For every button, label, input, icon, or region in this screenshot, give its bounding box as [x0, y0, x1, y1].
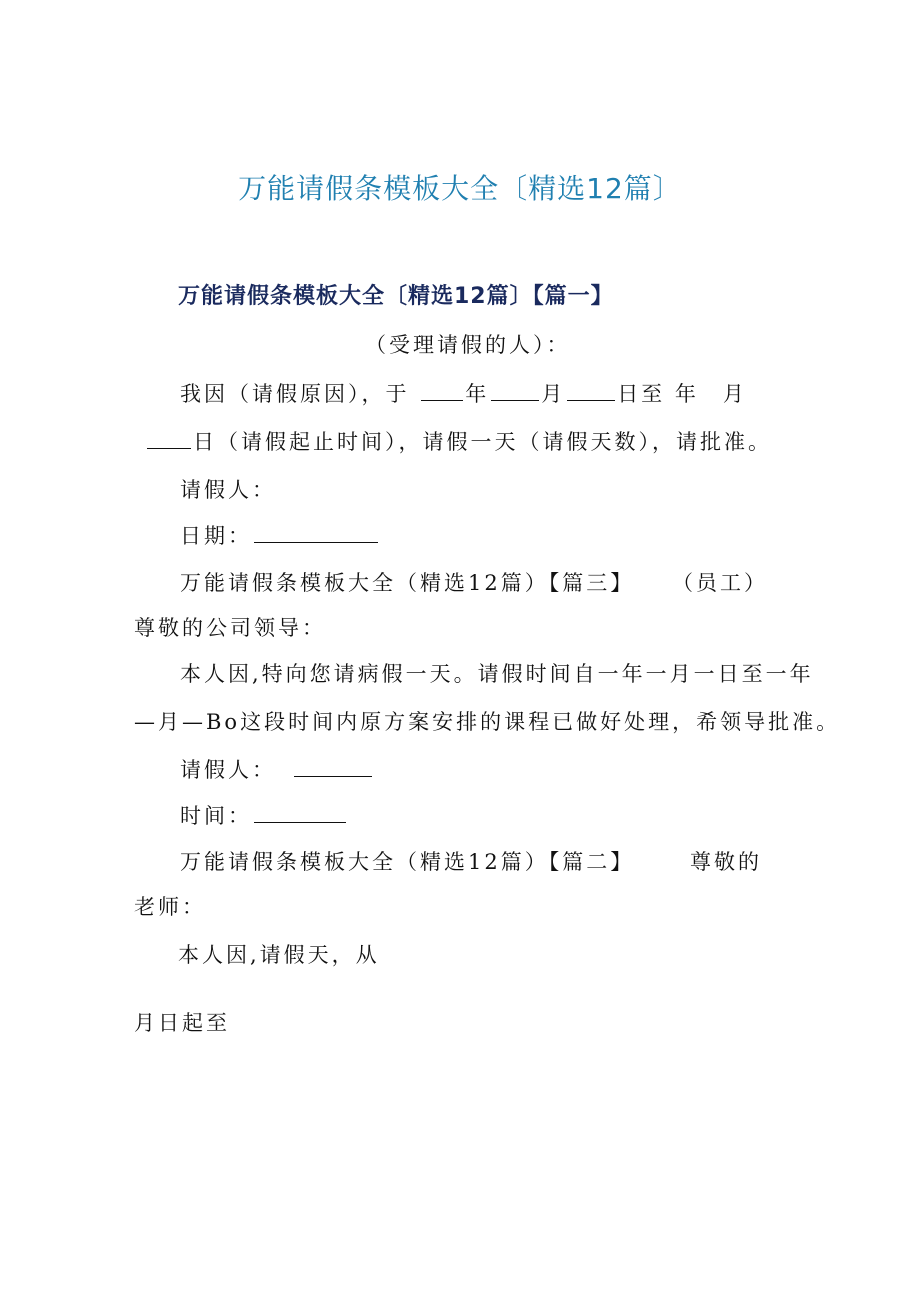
addressee: （受理请假的人）：	[365, 333, 571, 357]
leave-body-line-1	[180, 378, 747, 408]
date-label: 日期：	[180, 524, 252, 548]
signer-label-1: 请假人：	[180, 478, 276, 502]
date-line	[180, 520, 380, 550]
time-line	[180, 800, 348, 830]
leave-period-text: 日（请假起止时间），请假一天（请假天数），请批准。	[193, 430, 772, 454]
reason-text: 我因（请假原因），于	[180, 382, 410, 406]
end-month-label: 月	[722, 382, 747, 406]
time-blank	[254, 802, 346, 823]
date-blank	[254, 522, 378, 543]
end-day-blank	[147, 428, 191, 449]
leave-body-line-2	[145, 426, 772, 456]
signer-blank	[294, 756, 372, 777]
section-heading-2: 万能请假条模板大全（精选12篇）【篇二】	[180, 850, 635, 874]
section-heading-3: 万能请假条模板大全（精选12篇）【篇三】	[180, 571, 635, 595]
salutation-2a: 尊敬的	[690, 850, 762, 874]
signer-line-3	[180, 754, 374, 784]
day-to-year-label: 日至 年	[617, 382, 699, 406]
time-label: 时间：	[180, 804, 252, 828]
day-blank	[567, 380, 615, 401]
salutation-2b: 老师：	[134, 895, 206, 919]
leave-body-2a: 本人因,请假天，从	[178, 943, 380, 967]
signer-label-3: 请假人：	[180, 758, 276, 782]
document-title: 万能请假条模板大全〔精选12篇〕	[238, 172, 682, 205]
leave-body-2b: 月日起至	[134, 1011, 230, 1035]
year-label: 年	[465, 382, 490, 406]
role-label: （员工）	[672, 571, 768, 595]
section-heading-1: 万能请假条模板大全〔精选12篇〕【篇一】	[178, 284, 614, 309]
sick-leave-body-1: 本人因,特向您请病假一天。请假时间自一年一月一日至一年	[180, 662, 814, 686]
salutation-3: 尊敬的公司领导：	[134, 616, 326, 640]
month-blank	[491, 380, 539, 401]
sick-leave-body-2: —月—Bo这段时间内原方案安排的课程已做好处理，希领导批准。	[134, 710, 841, 734]
year-blank	[421, 380, 463, 401]
month-label: 月	[541, 382, 566, 406]
